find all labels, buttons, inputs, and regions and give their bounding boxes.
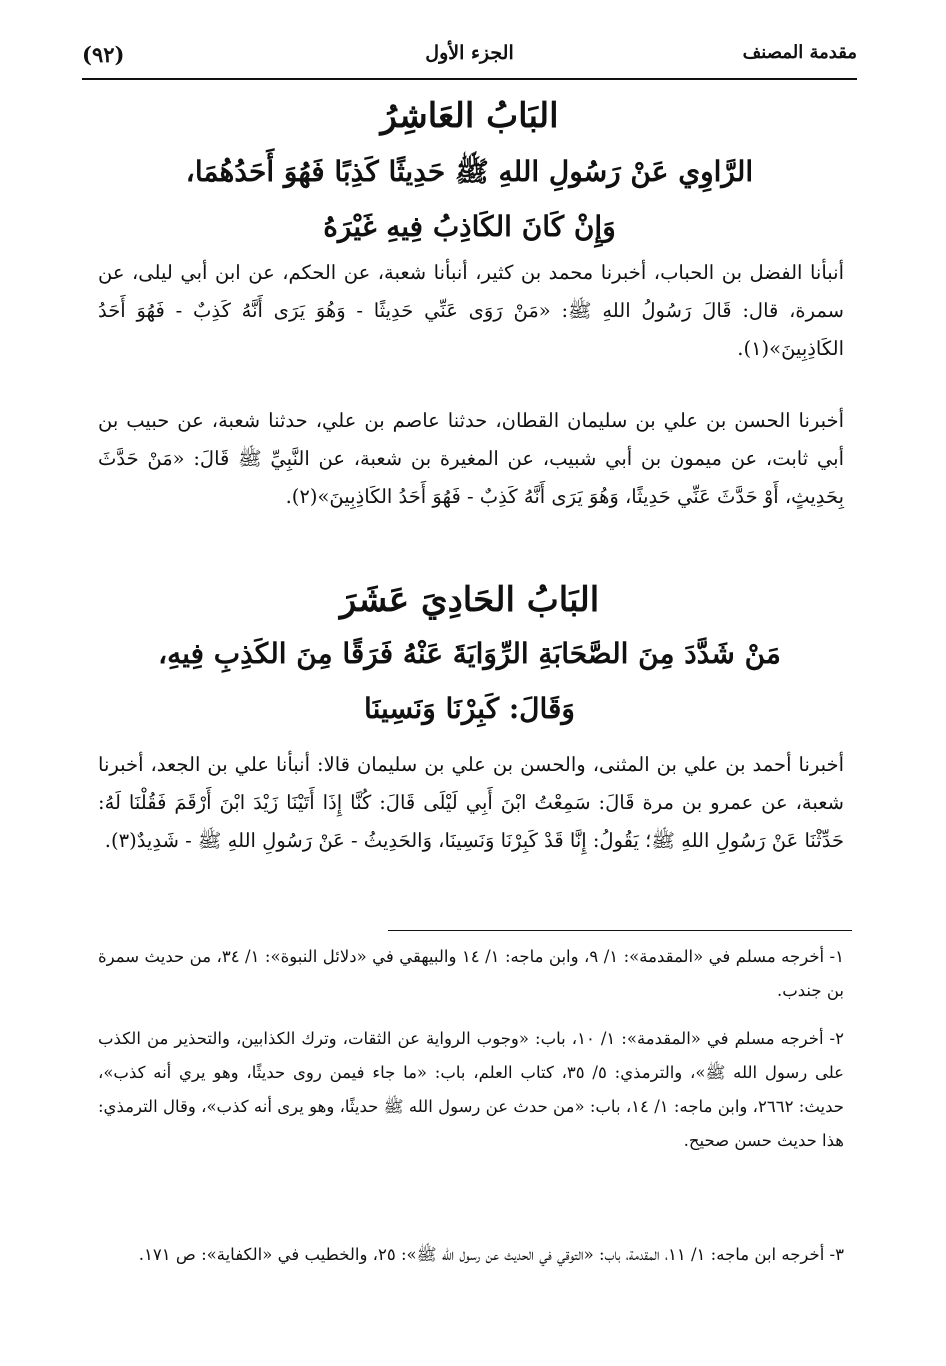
volume-label: الجزء الأول <box>425 42 514 64</box>
chapter-11-paragraph-1: أخبرنا أحمد بن علي بن المثنى، والحسن بن علي بن سليمان قالا: أنبأنا علي بن الجعد، أخبرنا شعبة، عن عمرو بن مرة قَالَ: سَمِعْتُ ابْنَ أَبِي لَيْلَى قَالَ: كُنَّا إِذَا أَتَيْنَا زَيْدَ ابْنَ أَرْقَمَ فَقُلْنَا لَهُ: حَدِّثْنَا عَنْ رَسُولِ اللهِ ﷺ؛ يَقُولُ: إِنَّا قَدْ كَبِرْنَا وَنَسِينَا، وَالحَدِيثُ - عَنْ رَسُولِ اللهِ ﷺ - شَدِيدٌ(٣). <box>98 753 844 852</box>
chapter-11-title: البَابُ الحَادِيَ عَشَرَ <box>339 580 600 620</box>
page-number: (٩٢) <box>82 42 125 67</box>
chapter-10-paragraph-2: أخبرنا الحسن بن علي بن سليمان القطان، حدثنا عاصم بن علي، حدثنا شعبة، عن حبيب بن أبي ثابت، عن ميمون بن أبي شبيب، عن المغيرة بن شعبة، عن النَّبِيِّ ﷺ قَالَ: «مَنْ حَدَّثَ بِحَدِيثٍ، أَوْ حَدَّثَ عَنِّي حَدِيثًا، وَهُوَ يَرَى أَنَّهُ كَذِبٌ - فَهُوَ أَحَدُ الكَاذِبِينَ»(٢). <box>98 409 844 508</box>
footnote-separator <box>388 930 852 931</box>
running-header <box>82 38 857 78</box>
header-rule <box>82 78 857 80</box>
chapter-11-subtitle-line-2: وَقَالَ: كَبِرْنَا وَنَسِينَا <box>364 692 575 725</box>
chapter-10-subtitle-line-1: الرَّاوِي عَنْ رَسُولِ اللهِ ﷺ حَدِيثًا كَذِبًا فَهُوَ أَحَدُهُمَا، <box>185 155 754 188</box>
footnote-1: ١- أخرجه مسلم في «المقدمة»: ١/ ٩، وابن ماجه: ١/ ١٤ والبيهقي في «دلائل النبوة»: ١/ ٣٤، من حديث سمرة بن جندب. <box>98 947 845 1000</box>
footnote-3: ٣- أخرجه ابن ماجه: ١/ ١١، المقدمة، باب: «التوقي في الحديث عن رسول الله ﷺ»: ٢٥، والخطيب في «الكفاية»: ص ١٧١. <box>138 1245 844 1264</box>
chapter-10-subtitle-line-2: وَإِنْ كَانَ الكَاذِبُ فِيهِ غَيْرَهُ <box>323 210 616 243</box>
chapter-11-subtitle-line-1: مَنْ شَدَّدَ مِنَ الصَّحَابَةِ الرِّوَايَةَ عَنْهُ فَرَقًا مِنَ الكَذِبِ فِيهِ، <box>158 637 781 670</box>
section-label: مقدمة المصنف <box>742 42 857 63</box>
chapter-10-title: البَابُ العَاشِرُ <box>380 96 559 136</box>
footnote-2: ٢- أخرجه مسلم في «المقدمة»: ١/ ١٠، باب: «وجوب الرواية عن الثقات، وترك الكذابين، والتحذير من الكذب على رسول الله ﷺ»، والترمذي: ٥/ ٣٥، كتاب العلم، باب: «ما جاء فيمن روى حديثًا، وهو يري أنه كذب»، حديث: ٢٦٦٢، وابن ماجه: ١/ ١٤، باب: «من حدث عن رسول الله ﷺ حديثًا، وهو يرى أنه كذب»، وقال الترمذي: هذا حديث حسن صحيح. <box>98 1029 845 1150</box>
chapter-10-paragraph-1: أنبأنا الفضل بن الحباب، أخبرنا محمد بن كثير، أنبأنا شعبة، عن الحكم، عن ابن أبي ليلى، عن سمرة، قال: قَالَ رَسُولُ اللهِ ﷺ: «مَنْ رَوَى عَنِّي حَدِيثًا - وَهُوَ يَرَى أَنَّهُ كَذِبٌ - فَهُوَ أَحَدُ الكَاذِبِينَ»(١). <box>98 261 844 360</box>
